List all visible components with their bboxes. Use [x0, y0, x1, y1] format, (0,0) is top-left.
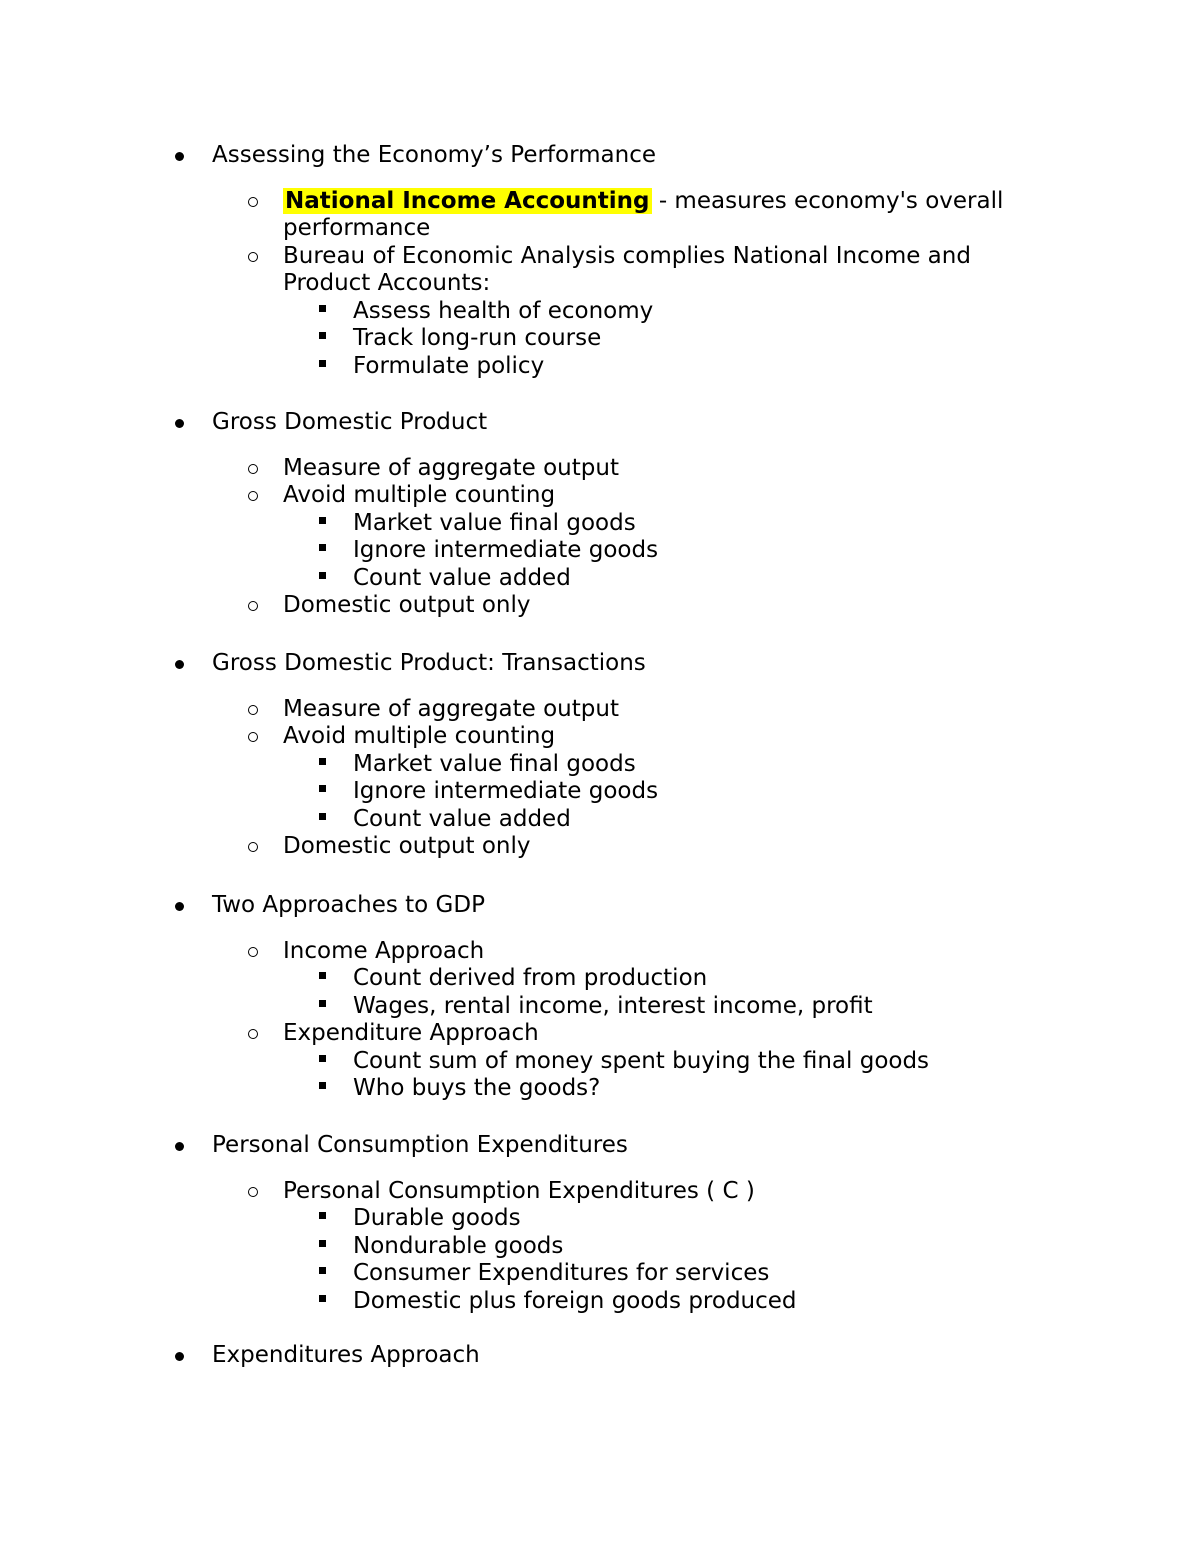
highlighted-term: National Income Accounting — [285, 187, 650, 214]
sub-sub-bullet-item — [0, 993, 1200, 1021]
sub-bullet-text: Avoid multiple counting — [283, 723, 556, 749]
sub-bullet-text: Measure of aggregate output — [283, 454, 619, 481]
sub-bullet-text: Expenditure Approach — [283, 1020, 539, 1046]
sub-bullet-item — [0, 188, 1200, 216]
square-bullet-icon — [319, 544, 326, 551]
bullet-item — [0, 892, 1200, 920]
sub-bullet-text: Bureau of Economic Analysis complies National Income and — [283, 242, 971, 269]
bullet-item — [0, 1132, 1200, 1160]
sub-bullet-item — [0, 723, 1200, 751]
sub-sub-bullet-item — [0, 537, 1200, 565]
sub-bullet-text: Avoid multiple counting — [283, 482, 556, 508]
sub-sub-bullet-item — [0, 1075, 1200, 1103]
sub-bullet-item — [0, 455, 1200, 483]
sub-sub-bullet-text: Durable goods — [353, 1205, 521, 1231]
sub-bullet-text: Income Approach — [283, 937, 485, 964]
sub-bullet-text: Domestic output only — [283, 833, 531, 859]
section-heading: Expenditures Approach — [212, 1342, 480, 1368]
section-heading: Assessing the Economy’s Performance — [212, 142, 657, 168]
sub-bullet-item — [0, 938, 1200, 966]
sub-bullet-item — [0, 833, 1200, 861]
square-bullet-icon — [319, 972, 326, 979]
filled-bullet-icon — [175, 1142, 184, 1151]
filled-bullet-icon — [175, 1352, 184, 1361]
square-bullet-icon — [319, 517, 326, 524]
sub-sub-bullet-text: Market value final goods — [353, 750, 636, 777]
hollow-bullet-icon — [248, 947, 258, 957]
square-bullet-icon — [319, 305, 326, 312]
section-gdp-transactions — [0, 650, 1200, 861]
square-bullet-icon — [319, 1082, 326, 1089]
sub-bullet-item — [0, 482, 1200, 510]
sub-sub-bullet-text: Who buys the goods? — [353, 1075, 601, 1101]
hollow-bullet-icon — [248, 1187, 258, 1197]
hollow-bullet-icon — [248, 464, 258, 474]
sub-sub-bullet-item — [0, 1233, 1200, 1261]
hollow-bullet-icon — [248, 842, 258, 852]
bullet-item — [0, 1342, 1200, 1370]
wrapped-line: Product Accounts: — [283, 270, 491, 296]
section-two-approaches — [0, 892, 1200, 1103]
sub-sub-bullet-item — [0, 965, 1200, 993]
sub-bullet-text: Domestic output only — [283, 592, 531, 618]
sub-sub-bullet-item — [0, 751, 1200, 779]
sub-sub-bullet-item — [0, 1260, 1200, 1288]
sub-sub-bullet-text: Count derived from production — [353, 965, 708, 991]
sub-bullet-item — [0, 592, 1200, 620]
filled-bullet-icon — [175, 152, 184, 161]
section-heading: Two Approaches to GDP — [212, 892, 485, 918]
sub-sub-bullet-text: Count value added — [353, 564, 571, 591]
bullet-item — [0, 142, 1200, 170]
filled-bullet-icon — [175, 660, 184, 669]
sub-sub-bullet-text: Assess health of economy — [353, 297, 654, 324]
filled-bullet-icon — [175, 419, 184, 428]
sub-sub-bullet-item — [0, 325, 1200, 353]
square-bullet-icon — [319, 758, 326, 765]
square-bullet-icon — [319, 332, 326, 339]
square-bullet-icon — [319, 1267, 326, 1274]
sub-sub-bullet-item — [0, 510, 1200, 538]
square-bullet-icon — [319, 785, 326, 792]
sub-sub-bullet-text: Formulate policy — [353, 352, 545, 379]
sub-sub-bullet-text: Wages, rental income, interest income, profit — [353, 992, 873, 1019]
sub-bullet-text: Measure of aggregate output — [283, 695, 619, 722]
sub-sub-bullet-item — [0, 778, 1200, 806]
sub-sub-bullet-item — [0, 1205, 1200, 1233]
hollow-bullet-icon — [248, 705, 258, 715]
sub-sub-bullet-item — [0, 565, 1200, 593]
section-heading: Personal Consumption Expenditures — [212, 1132, 628, 1158]
sub-sub-bullet-text: Ignore intermediate goods — [353, 537, 659, 563]
section-heading: Gross Domestic Product — [212, 409, 488, 435]
hollow-bullet-icon — [248, 601, 258, 611]
sub-sub-bullet-item — [0, 806, 1200, 834]
square-bullet-icon — [319, 360, 326, 367]
sub-sub-bullet-text: Nondurable goods — [353, 1232, 564, 1259]
section-pce — [0, 1132, 1200, 1315]
sub-sub-bullet-item — [0, 353, 1200, 381]
hollow-bullet-icon — [248, 732, 258, 742]
section-assessing — [0, 142, 1200, 380]
square-bullet-icon — [319, 1295, 326, 1302]
sub-sub-bullet-item — [0, 1048, 1200, 1076]
wrapped-line: performance — [283, 215, 431, 241]
square-bullet-icon — [319, 813, 326, 820]
hollow-bullet-icon — [248, 252, 258, 262]
sub-sub-bullet-text: Track long-run course — [353, 325, 602, 351]
hollow-bullet-icon — [248, 1029, 258, 1039]
sub-bullet-item — [0, 1178, 1200, 1206]
sub-sub-bullet-text: Consumer Expenditures for services — [353, 1260, 770, 1286]
bullet-item — [0, 409, 1200, 437]
sub-bullet-item — [0, 1020, 1200, 1048]
sub-sub-bullet-text: Market value final goods — [353, 509, 636, 536]
sub-sub-bullet-text: Ignore intermediate goods — [353, 778, 659, 804]
bullet-item — [0, 650, 1200, 678]
sub-sub-bullet-text: Domestic plus foreign goods produced — [353, 1287, 797, 1314]
square-bullet-icon — [319, 1212, 326, 1219]
sub-sub-bullet-text: Count value added — [353, 805, 571, 832]
square-bullet-icon — [319, 572, 326, 579]
term-definition: - measures economy's overall — [651, 187, 1004, 214]
square-bullet-icon — [319, 1240, 326, 1247]
hollow-bullet-icon — [248, 197, 258, 207]
square-bullet-icon — [319, 1055, 326, 1062]
section-expenditures-approach — [0, 1342, 1200, 1370]
sub-bullet-item — [0, 696, 1200, 724]
filled-bullet-icon — [175, 902, 184, 911]
hollow-bullet-icon — [248, 491, 258, 501]
sub-sub-bullet-item — [0, 1288, 1200, 1316]
section-heading: Gross Domestic Product: Transactions — [212, 650, 646, 676]
sub-sub-bullet-item — [0, 298, 1200, 326]
sub-sub-bullet-text: Count sum of money spent buying the final goods — [353, 1047, 930, 1074]
square-bullet-icon — [319, 1000, 326, 1007]
sub-bullet-item — [0, 243, 1200, 271]
sub-bullet-text: Personal Consumption Expenditures ( C ) — [283, 1177, 755, 1204]
section-gdp — [0, 409, 1200, 620]
